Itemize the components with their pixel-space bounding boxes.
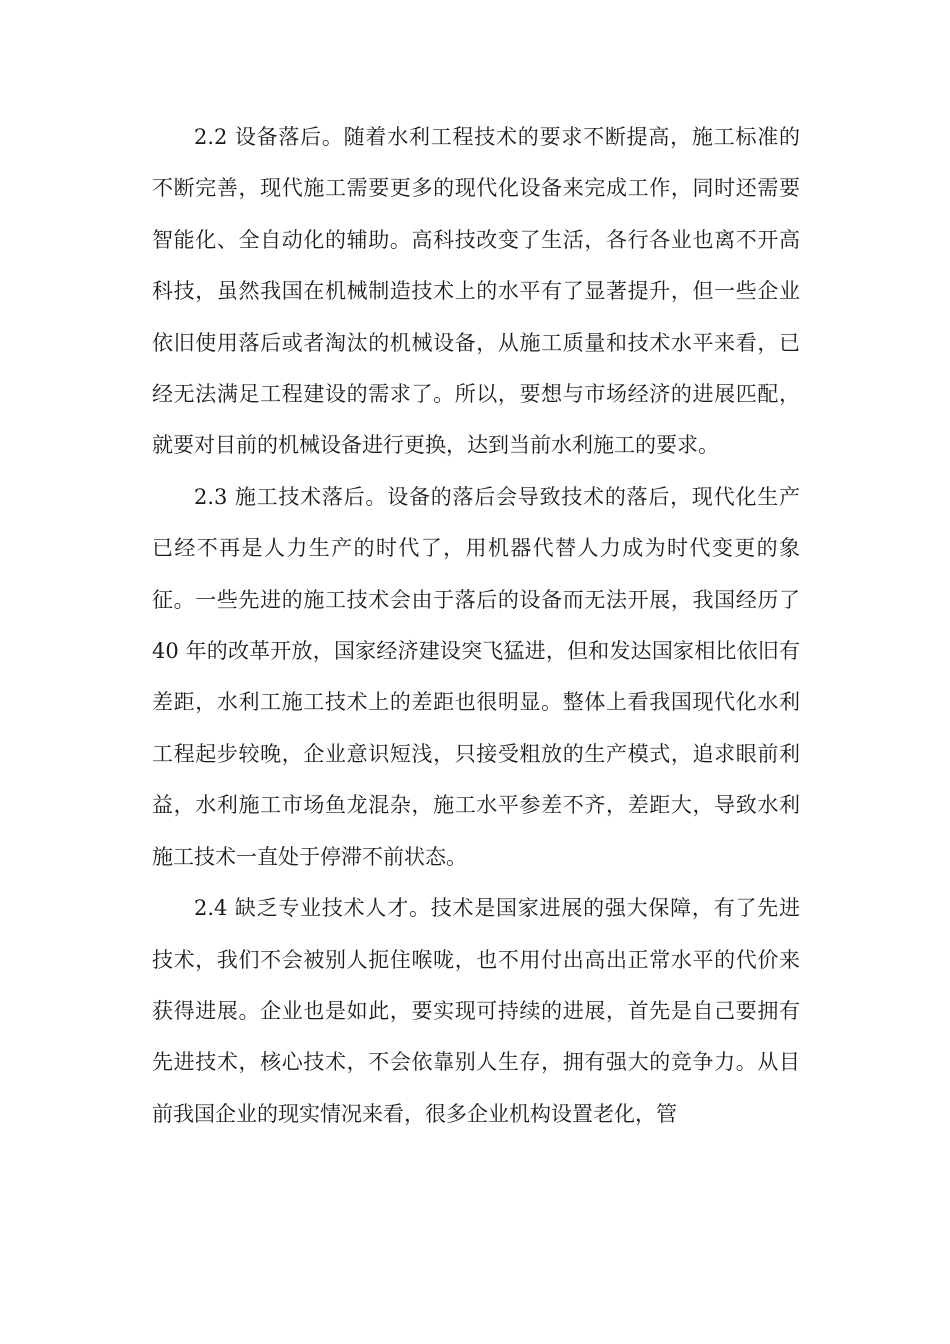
paragraph-lack-of-technical-talent: 2.4 缺乏专业技术人才。技术是国家进展的强大保障，有了先进技术，我们不会被别人扼住喉咙，也不用付出高出正常水平的代价来获得进展。企业也是如此，要实现可持续的进展，首先是自己要拥有先进技术，核心技术，不会依靠别人生存，拥有强大的竞争力。从目前我国企业的现实情况来看，很多企业机构设置老化，管 [152, 896, 800, 1126]
paragraph-construction-technology-outdated: 2.3 施工技术落后。设备的落后会导致技术的落后，现代化生产已经不再是人力生产的时代了，用机器代替人力成为时代变更的象征。一些先进的施工技术会由于落后的设备而无法开展，我国经历了 40 年的改革开放，国家经济建设突飞猛进，但和发达国家相比依旧有差距，水利工施工技术上的差距也很明显。整体上看我国现代化水利工程起步较晚，企业意识短浅，只接受粗放的生产模式，追求眼前利益，水利施工市场鱼龙混杂，施工水平参差不齐，差距大，导致水利施工技术一直处于停滞不前状态。 [152, 484, 800, 869]
paragraph-equipment-outdated: 2.2 设备落后。随着水利工程技术的要求不断提高，施工标准的不断完善，现代施工需要更多的现代化设备来完成工作，同时还需要智能化、全自动化的辅助。高科技改变了生活，各行各业也离不开高科技，虽然我国在机械制造技术上的水平有了显著提升，但一些企业依旧使用落后或者淘汰的机械设备，从施工质量和技术水平来看，已经无法满足工程建设的需求了。所以，要想与市场经济的进展匹配，就要对目前的机械设备进行更换，达到当前水利施工的要求。 [152, 125, 800, 458]
document-body [152, 112, 800, 1140]
